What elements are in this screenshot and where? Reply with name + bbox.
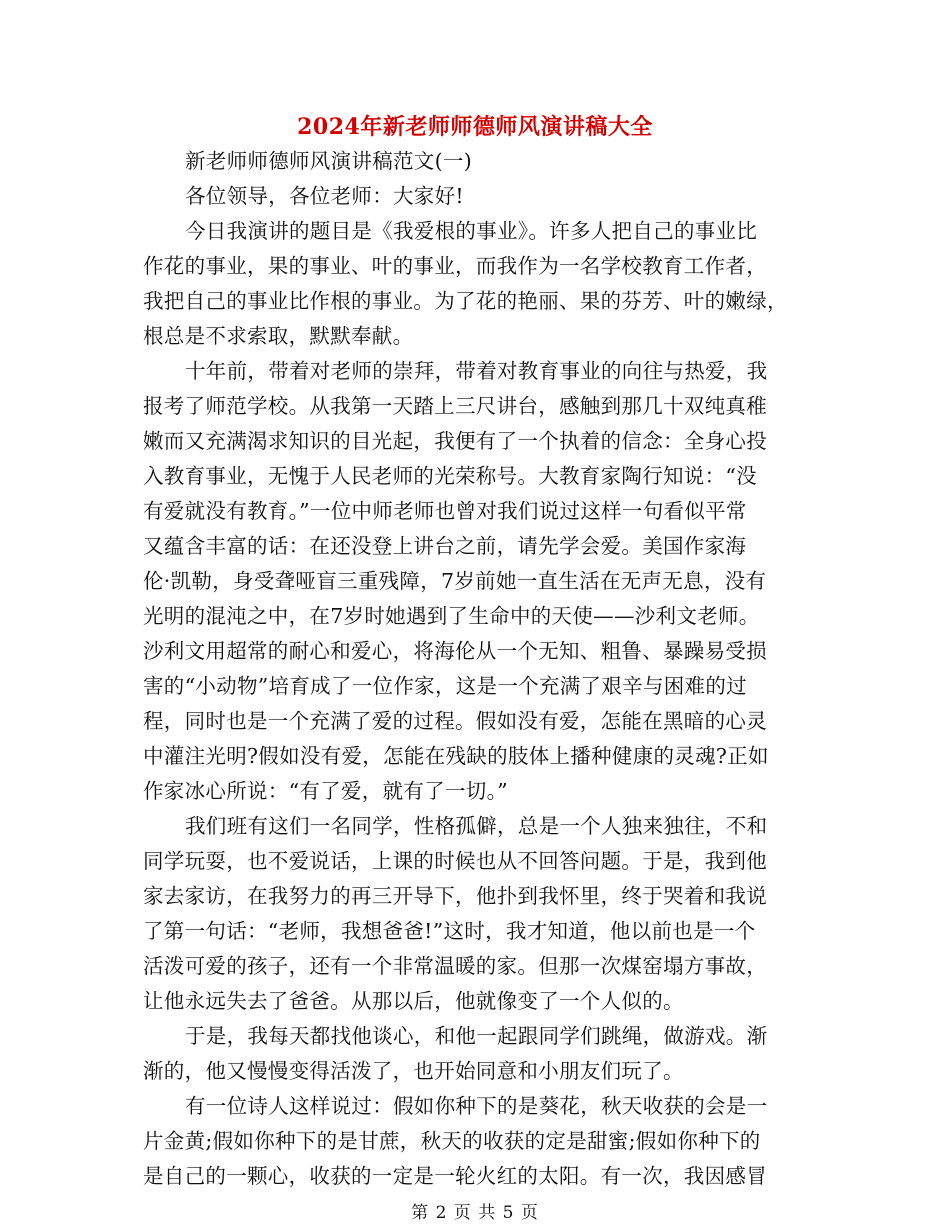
paragraph-line: 沙利文用超常的耐心和爱心，将海伦从一个无知、粗鲁、暴躁易受损 [143,639,767,663]
page-number: 第 2 页 共 5 页 [411,1203,539,1223]
paragraph-line: 片金黄;假如你种下的是甘蔗，秋天的收获的定是甜蜜;假如你种下的 [143,1129,761,1153]
paragraph-line: 于是，我每天都找他谈心，和他一起跟同学们跳绳，做游戏。渐 [185,1024,768,1048]
paragraph-line: 入教育事业，无愧于人民老师的光荣称号。大教育家陶行知说：“没 [143,464,757,488]
paragraph-line: 是自己的一颗心，收获的一定是一轮火红的太阳。有一次，我因感冒 [143,1164,767,1188]
paragraph-line: 根总是不求索取，默默奉献。 [143,324,414,348]
paragraph-line: 我们班有这们一名同学，性格孤僻，总是一个人独来独往，不和 [185,814,768,838]
paragraph-line: 家去家访，在我努力的再三开导下，他扑到我怀里，终于哭着和我说 [143,884,767,908]
paragraph-line: 有爱就没有教育。”一位中师老师也曾对我们说过这样一句看似平常 [143,499,747,523]
paragraph-line: 了第一句话：“老师，我想爸爸!”这时，我才知道，他以前也是一个 [143,919,756,943]
section-heading: 新老师师德师风演讲稿范文(一) [185,149,472,173]
paragraph-line: 渐的，他又慢慢变得活泼了，也开始同意和小朋友们玩了。 [143,1059,684,1083]
document-title: 2024年新老师师德师风演讲稿大全 [297,114,653,140]
paragraph-line: 我把自己的事业比作根的事业。为了花的艳丽、果的芬芳、叶的嫩绿， [143,289,788,313]
paragraph-line: 作家冰心所说：“有了爱，就有了一切。” [143,779,508,803]
paragraph-line: 光明的混沌之中，在7岁时她遇到了生命中的天使——沙利文老师。 [143,604,760,628]
paragraph-line: 中灌注光明?假如没有爱，怎能在残缺的肢体上播种健康的灵魂?正如 [143,744,769,768]
paragraph-line: 活泼可爱的孩子，还有一个非常温暖的家。但那一次煤窑塌方事故， [143,954,767,978]
paragraph-line: 报考了师范学校。从我第一天踏上三尺讲台，感触到那几十双纯真稚 [143,394,767,418]
salutation: 各位领导，各位老师：大家好! [185,184,464,208]
paragraph-line: 今日我演讲的题目是《我爱根的事业》。许多人把自己的事业比 [185,219,758,243]
paragraph-line: 嫩而又充满渴求知识的目光起，我便有了一个执着的信念：全身心投 [143,429,767,453]
paragraph-line: 让他永远失去了爸爸。从那以后，他就像变了一个人似的。 [143,989,684,1013]
paragraph-line: 有一位诗人这样说过：假如你种下的是葵花，秋天收获的会是一 [185,1094,768,1118]
paragraph-line: 程，同时也是一个充满了爱的过程。假如没有爱，怎能在黑暗的心灵 [143,709,767,733]
paragraph-line: 又蕴含丰富的话：在还没登上讲台之前，请先学会爱。美国作家海 [143,534,747,558]
paragraph-line: 同学玩耍，也不爱说话，上课的时候也从不回答问题。于是，我到他 [143,849,767,873]
paragraph-line: 作花的事业，果的事业、叶的事业，而我作为一名学校教育工作者， [143,254,767,278]
paragraph-line: 害的“小动物”培育成了一位作家，这是一个充满了艰辛与困难的过 [143,674,747,698]
paragraph-line: 十年前，带着对老师的崇拜，带着对教育事业的向往与热爱，我 [185,359,768,383]
paragraph-line: 伦·凯勒，身受聋哑盲三重残障，7岁前她一直生活在无声无息，没有 [143,569,767,593]
